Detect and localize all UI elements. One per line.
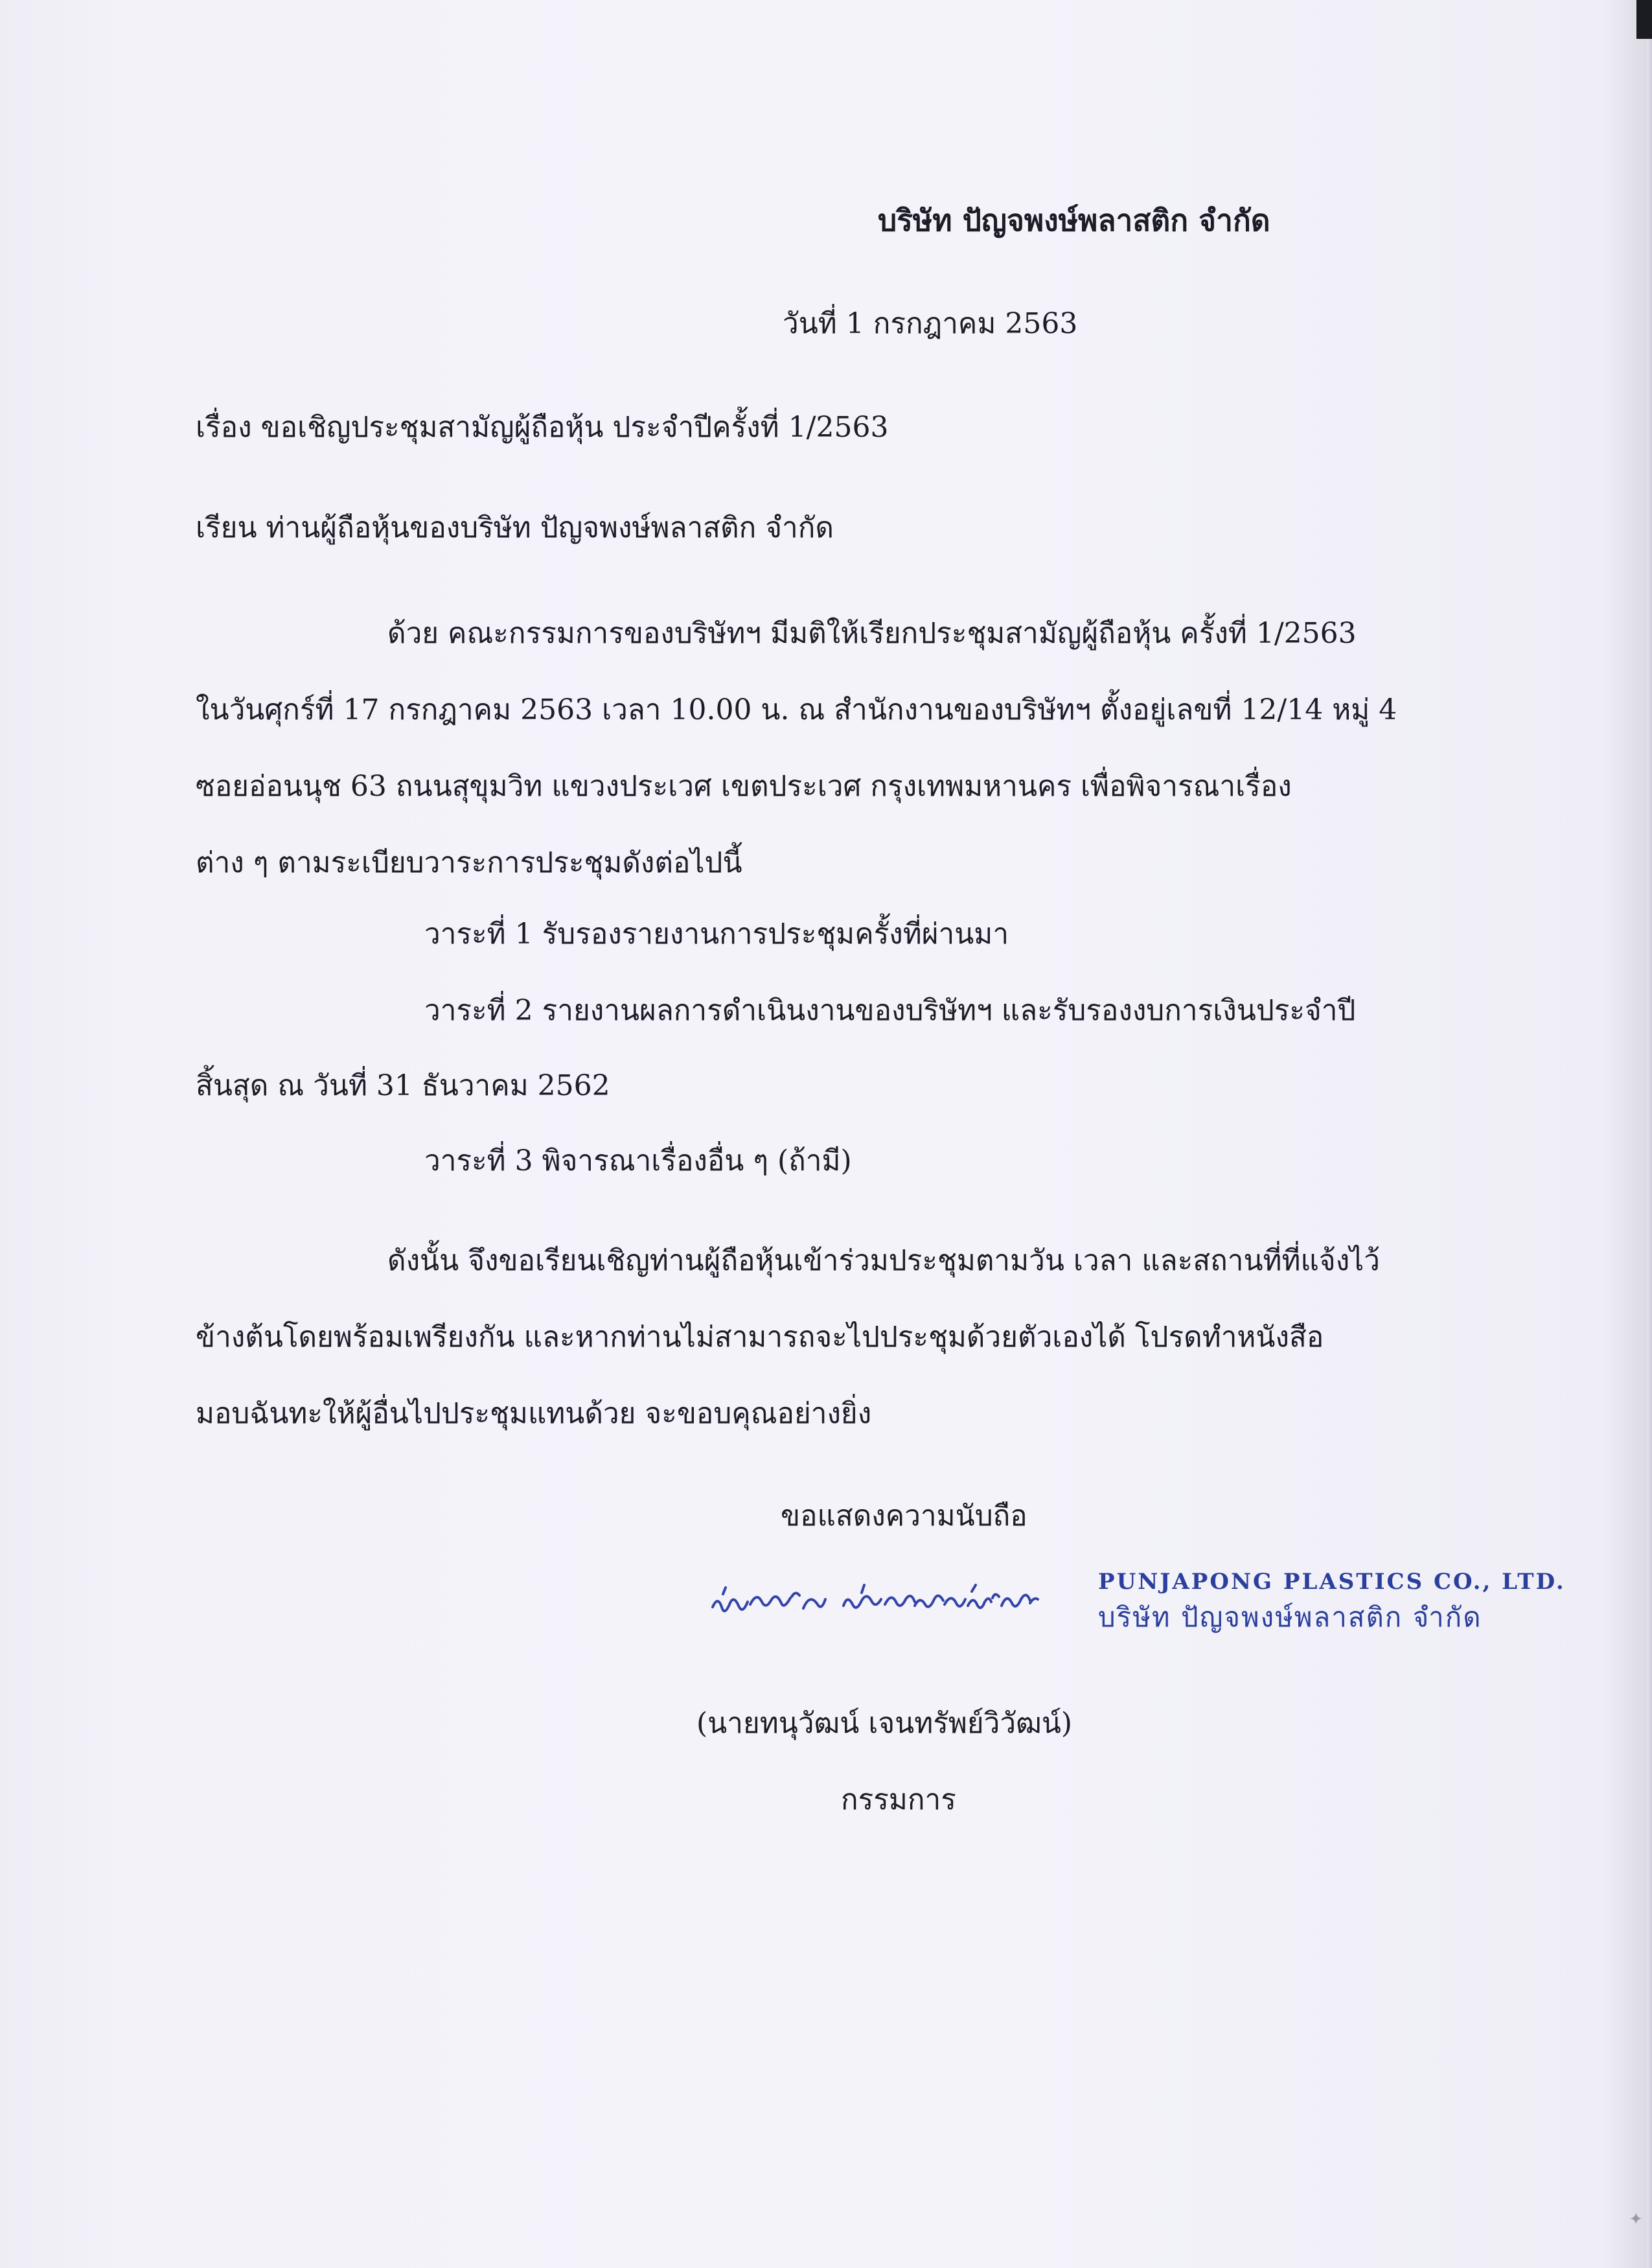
paragraph-1-line-4: ต่าง ๆ ตามระเบียบวาระการประชุมดังต่อไปนี้ (196, 846, 742, 879)
agenda-item-1: วาระที่ 1 รับรองรายงานการประชุมครั้งที่ผ่านมา (424, 918, 1009, 951)
scan-mark: ✦ (1629, 2210, 1643, 2229)
paragraph-2-line-2: ข้างต้นโดยพร้อมเพรียงกัน และหากท่านไม่สามารถจะไปประชุมด้วยตัวเองได้ โปรดทำหนังสือ (196, 1321, 1324, 1354)
signer-name: (นายทนุวัฒน์ เจนทรัพย์วิวัฒน์) (696, 1707, 1073, 1740)
scan-edge-strip (1647, 39, 1652, 2268)
paragraph-2-line-1: ดังนั้น จึงขอเรียนเชิญท่านผู้ถือหุ้นเข้าร่วมประชุมตามวัน เวลา และสถานที่ที่แจ้งไว้ (387, 1244, 1381, 1277)
paragraph-1-line-2: ในวันศุกร์ที่ 17 กรกฎาคม 2563 เวลา 10.00 น. ณ สำนักงานของบริษัทฯ ตั้งอยู่เลขที่ 12/14 หมู่ 4 (196, 693, 1397, 726)
agenda-item-2-line-1: วาระที่ 2 รายงานผลการดำเนินงานของบริษัทฯ และรับรองงบการเงินประจำปี (424, 994, 1356, 1027)
letter-recipient: เรียน ท่านผู้ถือหุ้นของบริษัท ปัญจพงษ์พลาสติก จำกัด (196, 511, 834, 544)
letter-subject: เรื่อง ขอเชิญประชุมสามัญผู้ถือหุ้น ประจำปีครั้งที่ 1/2563 (196, 411, 889, 444)
company-header: บริษัท ปัญจพงษ์พลาสติก จำกัด (878, 203, 1270, 238)
handwritten-signature (706, 1567, 1069, 1638)
stamp-thai-name: บริษัท ปัญจพงษ์พลาสติก จำกัด (1098, 1601, 1482, 1633)
paragraph-1-line-3: ซอยอ่อนนุช 63 ถนนสุขุมวิท แขวงประเวศ เขตประเวศ กรุงเทพมหานคร เพื่อพิจารณาเรื่อง (196, 770, 1292, 803)
stamp-english-name: PUNJAPONG PLASTICS CO., LTD. (1098, 1569, 1566, 1595)
agenda-item-3: วาระที่ 3 พิจารณาเรื่องอื่น ๆ (ถ้ามี) (424, 1144, 852, 1177)
paragraph-2-line-3: มอบฉันทะให้ผู้อื่นไปประชุมแทนด้วย จะขอบคุณอย่างยิ่ง (196, 1397, 872, 1430)
letter-date: วันที่ 1 กรกฎาคม 2563 (783, 307, 1078, 340)
scan-edge-shadow (1636, 0, 1652, 39)
closing-salutation: ขอแสดงความนับถือ (781, 1499, 1027, 1533)
company-stamp (1098, 1567, 1566, 1636)
signer-position: กรรมการ (841, 1783, 956, 1816)
paragraph-1-line-1: ด้วย คณะกรรมการของบริษัทฯ มีมติให้เรียกประชุมสามัญผู้ถือหุ้น ครั้งที่ 1/2563 (387, 617, 1357, 650)
agenda-item-2-line-2: สิ้นสุด ณ วันที่ 31 ธันวาคม 2562 (196, 1069, 610, 1102)
